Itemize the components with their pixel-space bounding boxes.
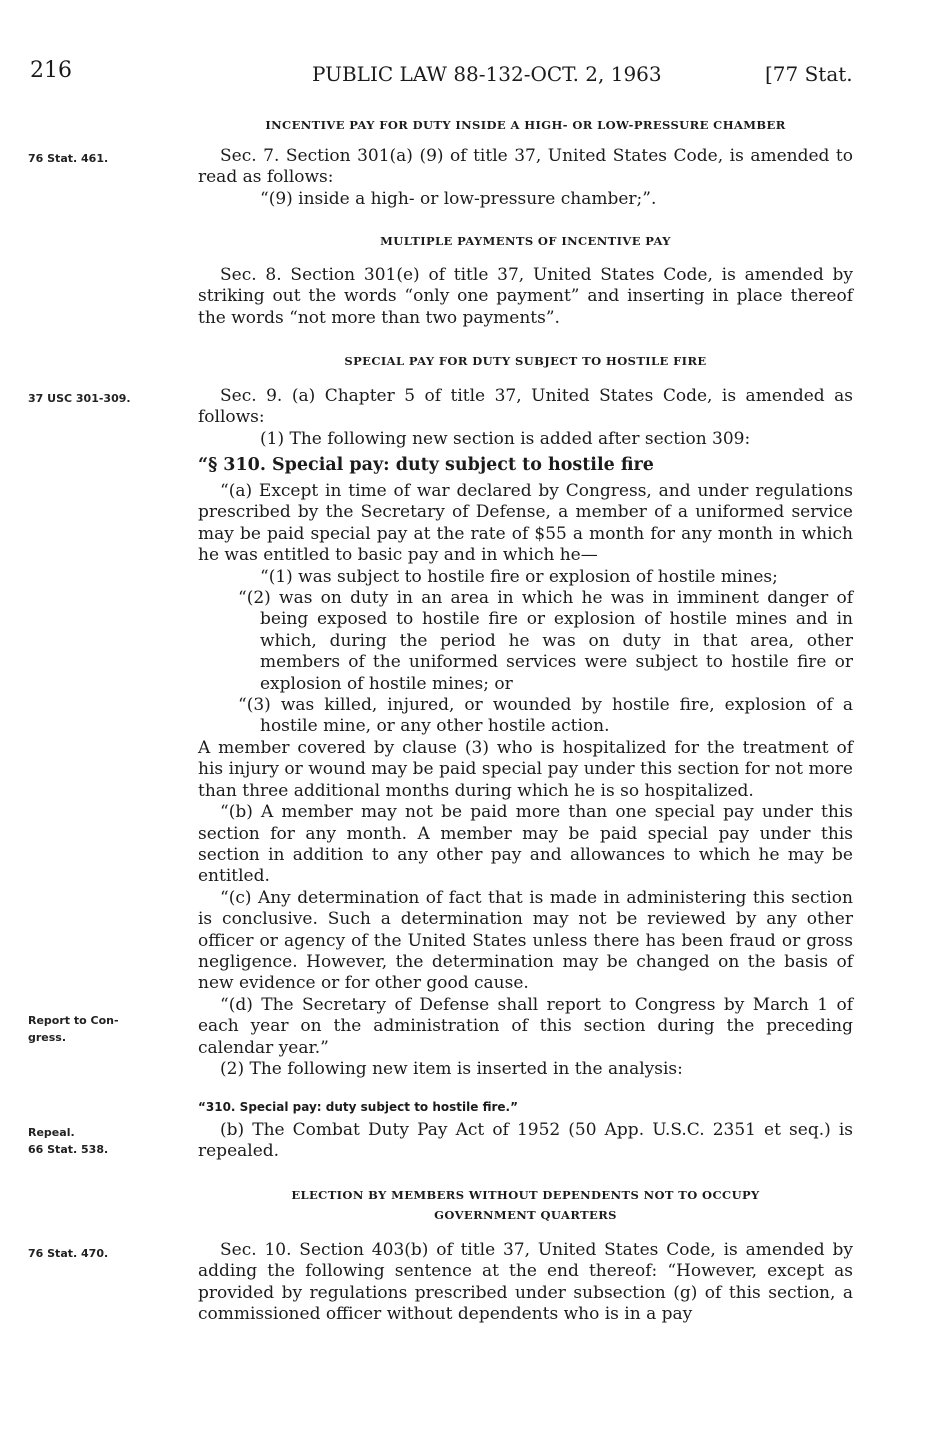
section-10 (198, 1240, 853, 1326)
margin-note-repeal-line-1: Repeal. (28, 1126, 75, 1139)
margin-note-report (28, 1012, 119, 1046)
page-number: 216 (30, 58, 72, 83)
margin-note-76-stat-470: 76 Stat. 470. (28, 1247, 109, 1260)
margin-note-37-usc: 37 USC 301-309. (28, 392, 131, 405)
section-9-intro (198, 386, 853, 450)
subsection-b: “(b) A member may not be paid more than one special pay under this section for any month. A member may be paid special pay under this section in addition to any other pay and allowances to which he may be entitled. (198, 802, 853, 887)
clause-1: “(1) was subject to hostile fire or explosion of hostile mines; (260, 566, 778, 587)
section-310-title: “§ 310. Special pay: duty subject to hostile fire (198, 455, 654, 475)
section-9-b-text: (b) The Combat Duty Pay Act of 1952 (50 App. U.S.C. 2351 et seq.) is repealed. (198, 1120, 853, 1162)
heading-hostile-fire: SPECIAL PAY FOR DUTY SUBJECT TO HOSTILE FIRE (344, 354, 707, 368)
subsection-a: “(a) Except in time of war declared by Congress, and under regulations prescribed by the Secretary of Defense, a member of a uniformed service may be paid special pay at the rate of $55 a month for any month in which he was entitled to basic pay and in which he— (198, 481, 853, 566)
clause-3: “(3) was killed, injured, or wounded by hostile fire, explosion of a hostile mine, or any other hostile action. (238, 695, 853, 737)
margin-note-76-stat-461: 76 Stat. 461. (28, 152, 109, 165)
heading-multiple-payments: MULTIPLE PAYMENTS OF INCENTIVE PAY (380, 234, 671, 248)
subsection-c: “(c) Any determination of fact that is made in administering this section is conclusive. Such a determination may not be reviewed by any other officer or agency of the United States unless there has been fraud or gross negligence. However, the determination may be changed on the basis of new evidence or for other good cause. (198, 887, 853, 994)
section-7 (198, 146, 853, 210)
section-7-text: Sec. 7. Section 301(a) (9) of title 37, United States Code, is amended to read as follows: (198, 146, 853, 188)
section-9-text: Sec. 9. (a) Chapter 5 of title 37, United States Code, is amended as follows: (198, 386, 853, 428)
statute-reference: [77 Stat. (765, 62, 853, 86)
section-310-body (198, 481, 853, 1080)
subsection-d: “(d) The Secretary of Defense shall report to Congress by March 1 of each year on the administration of this section during the preceding calendar year.” (198, 994, 853, 1058)
heading-election-line-1: ELECTION BY MEMBERS WITHOUT DEPENDENTS NOT TO OCCUPY (291, 1188, 760, 1202)
section-8 (198, 265, 853, 329)
heading-election-line-2: GOVERNMENT QUARTERS (434, 1208, 617, 1222)
subsection-a-tail: A member covered by clause (3) who is hospitalized for the treatment of his injury or wound may be paid special pay under this section for not more than three additional months during which he is so hospitalized. (198, 737, 853, 801)
section-10-text: Sec. 10. Section 403(b) of title 37, United States Code, is amended by adding the following sentence at the end thereof: “However, except as provided by regulations prescribed under subsection (g) of this section, a commissioned officer without dependents who is in a pay (198, 1240, 853, 1325)
section-9-b-repeal (198, 1120, 853, 1163)
section-9-item-1: (1) The following new section is added after section 309: (260, 428, 751, 449)
margin-note-report-line-2: gress. (28, 1031, 67, 1044)
margin-note-report-line-1: Report to Con- (28, 1014, 119, 1027)
section-7-quote: “(9) inside a high- or low-pressure chamber;”. (260, 188, 657, 209)
analysis-item: “310. Special pay: duty subject to hostile fire.” (198, 1100, 518, 1114)
clause-2: “(2) was on duty in an area in which he was in imminent danger of being exposed to hostile fire or explosion of hostile mines and in which, during the period he was on duty in that area, other members of the uniformed services were subject to hostile fire or explosion of hostile mines; or (238, 588, 853, 694)
running-title: PUBLIC LAW 88-132-OCT. 2, 1963 (312, 62, 662, 86)
margin-note-repeal-line-2: 66 Stat. 538. (28, 1143, 109, 1156)
section-9-item-2: (2) The following new item is inserted in the analysis: (220, 1058, 683, 1079)
margin-note-repeal (28, 1124, 108, 1158)
section-8-text: Sec. 8. Section 301(e) of title 37, United States Code, is amended by striking out the words “only one payment” and inserting in place thereof the words “not more than two payments”. (198, 265, 853, 328)
heading-incentive-pay-chamber: INCENTIVE PAY FOR DUTY INSIDE A HIGH- OR LOW-PRESSURE CHAMBER (265, 118, 786, 132)
